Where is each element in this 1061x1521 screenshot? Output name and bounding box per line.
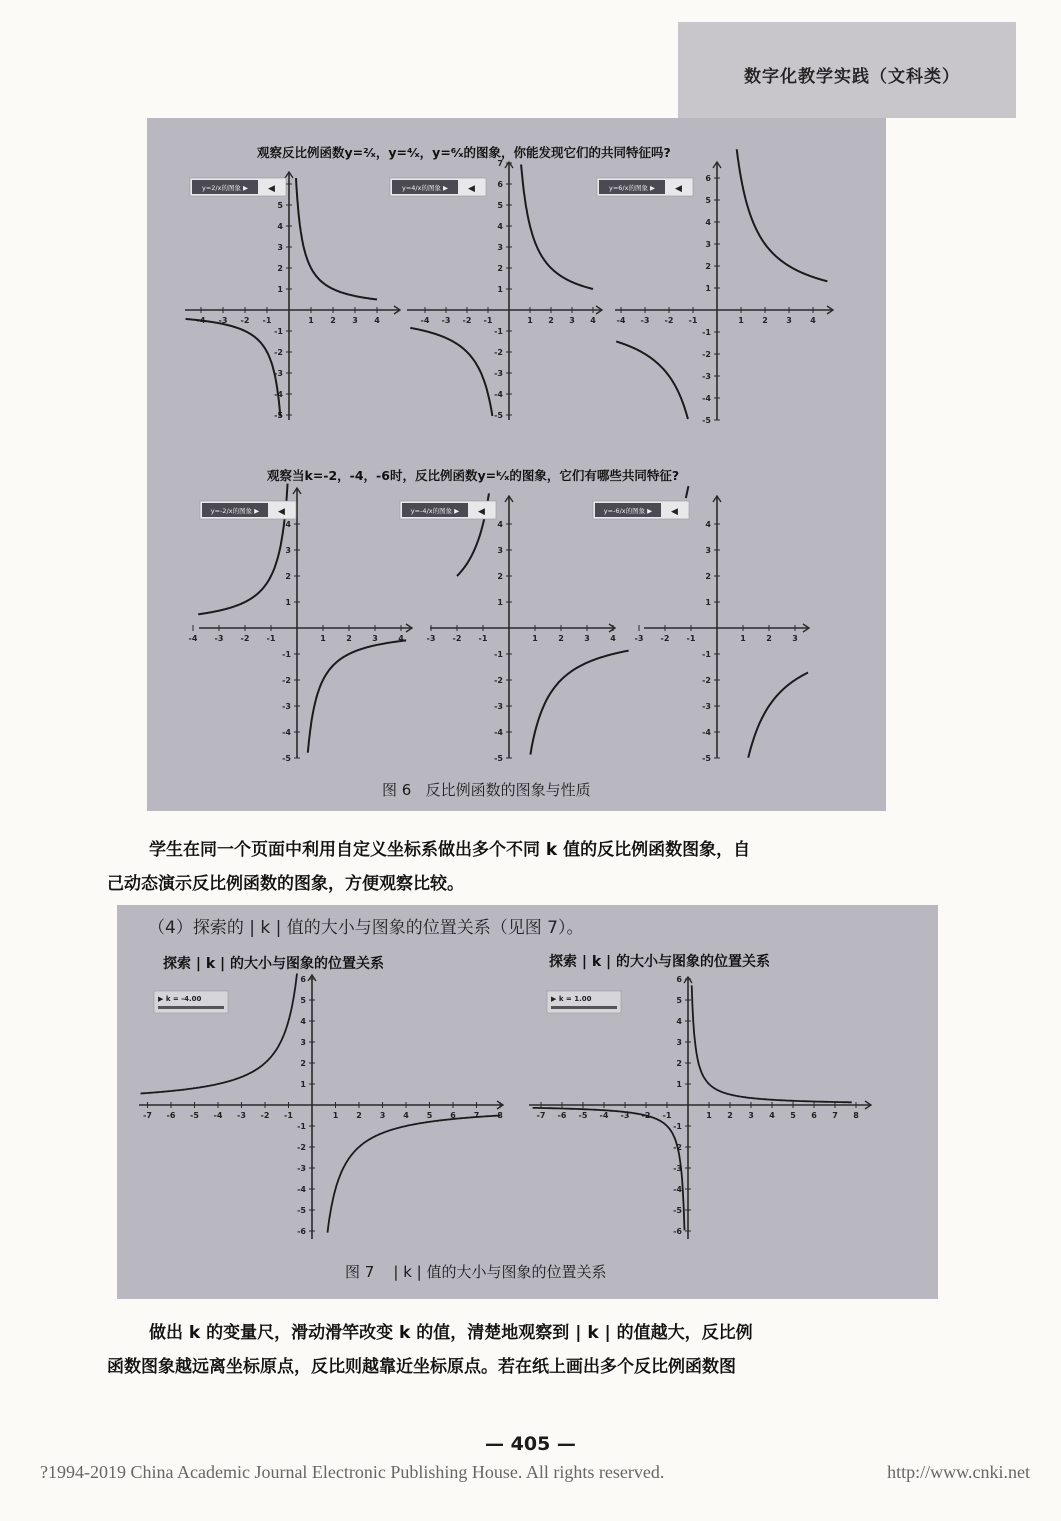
hyperbola-branch-right	[328, 1116, 501, 1233]
y-tick-label: -4	[673, 1185, 682, 1194]
y-tick-label: 1	[497, 285, 503, 294]
x-tick-label: 4	[810, 316, 816, 325]
hyperbola-branch-right	[748, 673, 808, 758]
x-tick-label: 1	[308, 316, 314, 325]
y-tick-label: 3	[277, 243, 283, 252]
x-tick-label: -3	[218, 316, 228, 325]
x-tick-label: 3	[379, 1111, 386, 1120]
x-tick-label: 1	[332, 1111, 339, 1120]
hyperbola-branch-left	[616, 341, 688, 419]
y-tick-label: 2	[705, 262, 711, 271]
x-tick-label: -1	[662, 1111, 672, 1120]
y-tick-label: -3	[494, 369, 503, 378]
y-tick-label: -1	[494, 650, 503, 659]
y-tick-label: -4	[274, 390, 283, 399]
y-tick-label: 2	[705, 572, 711, 581]
x-tick-label: -4	[616, 316, 626, 325]
y-tick-label: -4	[494, 728, 503, 737]
button-y-neg4-over-x-prev-icon: ◀	[478, 507, 485, 517]
x-tick-label: 2	[356, 1111, 362, 1120]
figure-7-caption: 图 7 | k | 值的大小与图象的位置关系	[345, 1263, 607, 1281]
x-tick-label: 1	[738, 316, 744, 325]
x-tick-label: 1	[706, 1111, 712, 1120]
x-tick-label: -1	[686, 634, 696, 643]
slider-left-value: ▶ k = -4.00	[158, 995, 202, 1003]
figure-7	[117, 905, 938, 1299]
x-tick-label: 2	[558, 634, 564, 643]
slider-right-track	[551, 1006, 617, 1009]
x-tick-label: 1	[320, 634, 326, 643]
y-tick-label: -2	[297, 1143, 306, 1152]
y-tick-label: 4	[497, 520, 503, 529]
figure-7-right-title: 探索 | k | 的大小与图象的位置关系	[549, 954, 771, 970]
y-tick-label: -2	[702, 350, 711, 359]
y-tick-label: 3	[676, 1038, 682, 1047]
figure-6-caption: 图 6 反比例函数的图象与性质	[382, 781, 591, 799]
x-tick-label: 2	[330, 316, 336, 325]
y-tick-label: 4	[277, 222, 283, 231]
x-tick-label: 3	[584, 634, 590, 643]
y-tick-label: 4	[300, 1017, 306, 1026]
y-tick-label: -1	[297, 1122, 306, 1131]
y-tick-label: -2	[494, 348, 503, 357]
x-tick-label: 7	[473, 1111, 480, 1120]
x-tick-label: -3	[640, 316, 650, 325]
paragraph-1-line-1: 学生在同一个页面中利用自定义坐标系做出多个不同 k 值的反比例函数图象，自	[149, 840, 751, 860]
hyperbola-branch-right	[521, 165, 593, 290]
x-tick-label: 2	[766, 634, 772, 643]
x-tick-label: -1	[483, 316, 493, 325]
x-tick-label: -1	[262, 316, 272, 325]
y-tick-label: 3	[300, 1038, 306, 1047]
hyperbola-branch-right	[530, 651, 628, 755]
y-tick-label: 5	[497, 201, 503, 210]
x-tick-label: 4	[374, 316, 380, 325]
y-tick-label: 2	[676, 1059, 682, 1068]
y-tick-label: 3	[497, 243, 503, 252]
y-tick-label: -4	[494, 390, 503, 399]
hyperbola-branch-left	[186, 319, 281, 417]
x-tick-label: -2	[641, 1111, 651, 1120]
x-tick-label: 8	[497, 1111, 503, 1120]
x-tick-label: 7	[832, 1111, 838, 1120]
x-tick-label: -4	[420, 316, 430, 325]
y-tick-label: 6	[676, 975, 682, 984]
page-number: — 405 —	[485, 1433, 576, 1455]
x-tick-label: -4	[599, 1111, 609, 1120]
paragraph-1	[107, 833, 937, 901]
x-tick-label: -1	[266, 634, 276, 643]
button-y-neg6-over-x-label: y=-6/x的图象 ▶	[603, 507, 653, 515]
x-tick-label: 3	[786, 316, 792, 325]
y-tick-label: 5	[676, 996, 682, 1005]
x-tick-label: -1	[284, 1111, 293, 1120]
y-tick-label: 1	[277, 285, 283, 294]
x-tick-label: -4	[213, 1111, 223, 1120]
x-tick-label: 4	[398, 634, 404, 643]
x-tick-label: -3	[441, 316, 451, 325]
x-tick-label: -7	[536, 1111, 546, 1120]
figure-6-graphs	[147, 118, 886, 811]
slider-left-track	[158, 1006, 224, 1009]
x-tick-label: -3	[426, 634, 436, 643]
y-tick-label: 5	[705, 196, 711, 205]
header-banner	[678, 22, 1016, 118]
x-tick-label: 6	[811, 1111, 817, 1120]
hyperbola-branch-left	[533, 1108, 685, 1231]
y-tick-label: -2	[282, 676, 291, 685]
figure-7-graphs	[117, 905, 938, 1299]
figure-6-row1-title: 观察反比例函数y=²⁄ₓ，y=⁴⁄ₓ，y=⁶⁄ₓ的图象，你能发现它们的共同特征吗?	[257, 145, 671, 160]
y-tick-label: -3	[297, 1164, 306, 1173]
y-tick-label: 3	[285, 546, 291, 555]
y-tick-label: -5	[282, 754, 291, 763]
x-tick-label: -4	[196, 316, 206, 325]
x-tick-label: -4	[188, 634, 198, 643]
running-header: 数字化教学实践（文科类）	[744, 67, 960, 87]
y-tick-label: -3	[282, 702, 291, 711]
footer-copyright: ?1994-2019 China Academic Journal Electronic Publishing House. All rights reserved.	[40, 1462, 665, 1482]
x-tick-label: -3	[237, 1111, 246, 1120]
y-tick-label: 4	[497, 222, 503, 231]
y-tick-label: 1	[285, 598, 291, 607]
x-tick-label: 4	[610, 634, 616, 643]
hyperbola-branch-right	[308, 640, 406, 752]
x-tick-label: -5	[190, 1111, 199, 1120]
footer-url: http://www.cnki.net	[887, 1462, 1030, 1482]
figure-6-row2-title: 观察当k=-2，-4，-6时，反比例函数y=ᵏ⁄ₓ的图象，它们有哪些共同特征?	[267, 468, 680, 483]
y-tick-label: -3	[494, 702, 503, 711]
button-y-neg2-over-x-prev-icon: ◀	[278, 507, 285, 517]
x-tick-label: 5	[426, 1111, 433, 1120]
x-tick-label: -6	[166, 1111, 176, 1120]
y-tick-label: 1	[676, 1080, 682, 1089]
x-tick-label: 3	[748, 1111, 754, 1120]
x-tick-label: -1	[478, 634, 488, 643]
y-tick-label: 6	[497, 180, 503, 189]
y-tick-label: 3	[705, 546, 711, 555]
x-tick-label: 4	[769, 1111, 775, 1120]
x-tick-label: -2	[660, 634, 670, 643]
y-tick-label: 6	[300, 975, 306, 984]
y-tick-label: 4	[705, 218, 711, 227]
hyperbola-branch-right	[737, 149, 828, 281]
button-y-2-over-x-label: y=2/x的图象 ▶	[201, 184, 249, 192]
y-tick-label: 1	[705, 284, 711, 293]
x-tick-label: -2	[240, 316, 250, 325]
hyperbola-branch-right	[296, 178, 377, 299]
x-tick-label: 6	[450, 1111, 456, 1120]
paragraph-2-line-2: 函数图象越远离坐标原点，反比则越靠近坐标原点。若在纸上画出多个反比例函数图	[107, 1357, 736, 1377]
y-tick-label: 2	[285, 572, 291, 581]
x-tick-label: -1	[688, 316, 698, 325]
y-tick-label: -4	[702, 728, 711, 737]
y-tick-label: 2	[300, 1059, 306, 1068]
x-tick-label: 2	[727, 1111, 733, 1120]
paragraph-1-line-2: 己动态演示反比例函数的图象，方便观察比较。	[107, 874, 464, 894]
y-tick-label: -5	[494, 411, 503, 420]
x-tick-label: 2	[346, 634, 352, 643]
y-tick-label: -3	[702, 702, 711, 711]
paragraph-2	[107, 1316, 937, 1384]
y-tick-label: 2	[497, 264, 503, 273]
x-tick-label: -3	[620, 1111, 630, 1120]
x-tick-label: 4	[590, 316, 596, 325]
y-tick-label: -1	[702, 328, 711, 337]
y-tick-label: -5	[274, 411, 283, 420]
y-tick-label: 1	[705, 598, 711, 607]
y-tick-label: -5	[702, 416, 711, 425]
y-tick-label: -1	[702, 650, 711, 659]
x-tick-label: -6	[557, 1111, 567, 1120]
y-tick-label: -4	[702, 394, 711, 403]
y-tick-label: 5	[300, 996, 306, 1005]
y-tick-label: -4	[282, 728, 291, 737]
hyperbola-branch-left	[686, 486, 689, 498]
x-tick-label: -2	[664, 316, 674, 325]
y-tick-label: 5	[277, 201, 283, 210]
x-tick-label: -5	[578, 1111, 588, 1120]
paragraph-2-line-1: 做出 k 的变量尺，滑动滑竿改变 k 的值，清楚地观察到 | k | 的值越大，反比例	[149, 1323, 753, 1343]
button-y-4-over-x-label: y=4/x的图象 ▶	[401, 184, 449, 192]
button-y-neg2-over-x-label: y=-2/x的图象 ▶	[210, 507, 260, 515]
x-tick-label: -3	[634, 634, 644, 643]
x-tick-label: 2	[762, 316, 768, 325]
button-y-2-over-x-prev-icon: ◀	[268, 184, 275, 194]
y-tick-label: -6	[673, 1227, 682, 1236]
y-tick-label: 1	[300, 1080, 306, 1089]
y-tick-label: -2	[702, 676, 711, 685]
y-tick-label: -1	[282, 650, 291, 659]
slider-right-value: ▶ k = 1.00	[551, 995, 592, 1003]
button-y-6-over-x-prev-icon: ◀	[675, 184, 682, 194]
y-tick-label: -1	[494, 327, 503, 336]
y-tick-label: 1	[497, 598, 503, 607]
y-tick-label: -3	[702, 372, 711, 381]
x-tick-label: 3	[372, 634, 378, 643]
x-tick-label: 3	[792, 634, 798, 643]
y-tick-label: -2	[494, 676, 503, 685]
section-4-heading: （4）探索的 | k | 值的大小与图象的位置关系（见图 7）。	[148, 918, 584, 938]
button-y-neg6-over-x-prev-icon: ◀	[671, 507, 678, 517]
y-tick-label: 2	[277, 264, 283, 273]
y-tick-label: 3	[497, 546, 503, 555]
y-tick-label: 7	[497, 159, 503, 168]
x-tick-label: 5	[790, 1111, 796, 1120]
button-y-6-over-x-label: y=6/x的图象 ▶	[608, 184, 656, 192]
y-tick-label: 4	[705, 520, 711, 529]
x-tick-label: -2	[260, 1111, 270, 1120]
copyright-footer	[40, 1462, 1030, 1483]
hyperbola-branch-left	[410, 328, 492, 416]
y-tick-label: 6	[705, 174, 711, 183]
x-tick-label: 3	[569, 316, 575, 325]
button-y-neg4-over-x-label: y=-4/x的图象 ▶	[410, 507, 460, 515]
x-tick-label: 1	[527, 316, 533, 325]
y-tick-label: -3	[673, 1164, 682, 1173]
y-tick-label: -6	[297, 1227, 306, 1236]
x-tick-label: -7	[143, 1111, 152, 1120]
y-tick-label: -1	[274, 327, 283, 336]
y-tick-label: 3	[705, 240, 711, 249]
x-tick-label: 1	[532, 634, 538, 643]
x-tick-label: 3	[352, 316, 358, 325]
x-tick-label: 8	[853, 1111, 859, 1120]
y-tick-label: -5	[673, 1206, 682, 1215]
y-tick-label: 4	[285, 520, 291, 529]
x-tick-label: 4	[403, 1111, 409, 1120]
figure-6	[147, 118, 886, 811]
y-tick-label: -3	[274, 369, 283, 378]
x-tick-label: 1	[740, 634, 746, 643]
y-tick-label: -2	[673, 1143, 682, 1152]
y-tick-label: -4	[297, 1185, 306, 1194]
button-y-4-over-x-prev-icon: ◀	[468, 184, 475, 194]
y-tick-label: -5	[297, 1206, 306, 1215]
x-tick-label: -2	[240, 634, 250, 643]
y-tick-label: -1	[673, 1122, 682, 1131]
y-tick-label: 2	[497, 572, 503, 581]
figure-7-left-title: 探索 | k | 的大小与图象的位置关系	[163, 956, 385, 972]
x-tick-label: 2	[548, 316, 554, 325]
x-tick-label: -2	[452, 634, 462, 643]
y-tick-label: -5	[494, 754, 503, 763]
y-tick-label: -5	[702, 754, 711, 763]
x-tick-label: -2	[462, 316, 472, 325]
x-tick-label: -3	[214, 634, 224, 643]
y-tick-label: 4	[676, 1017, 682, 1026]
hyperbola-branch-right	[692, 985, 852, 1102]
y-tick-label: -2	[274, 348, 283, 357]
